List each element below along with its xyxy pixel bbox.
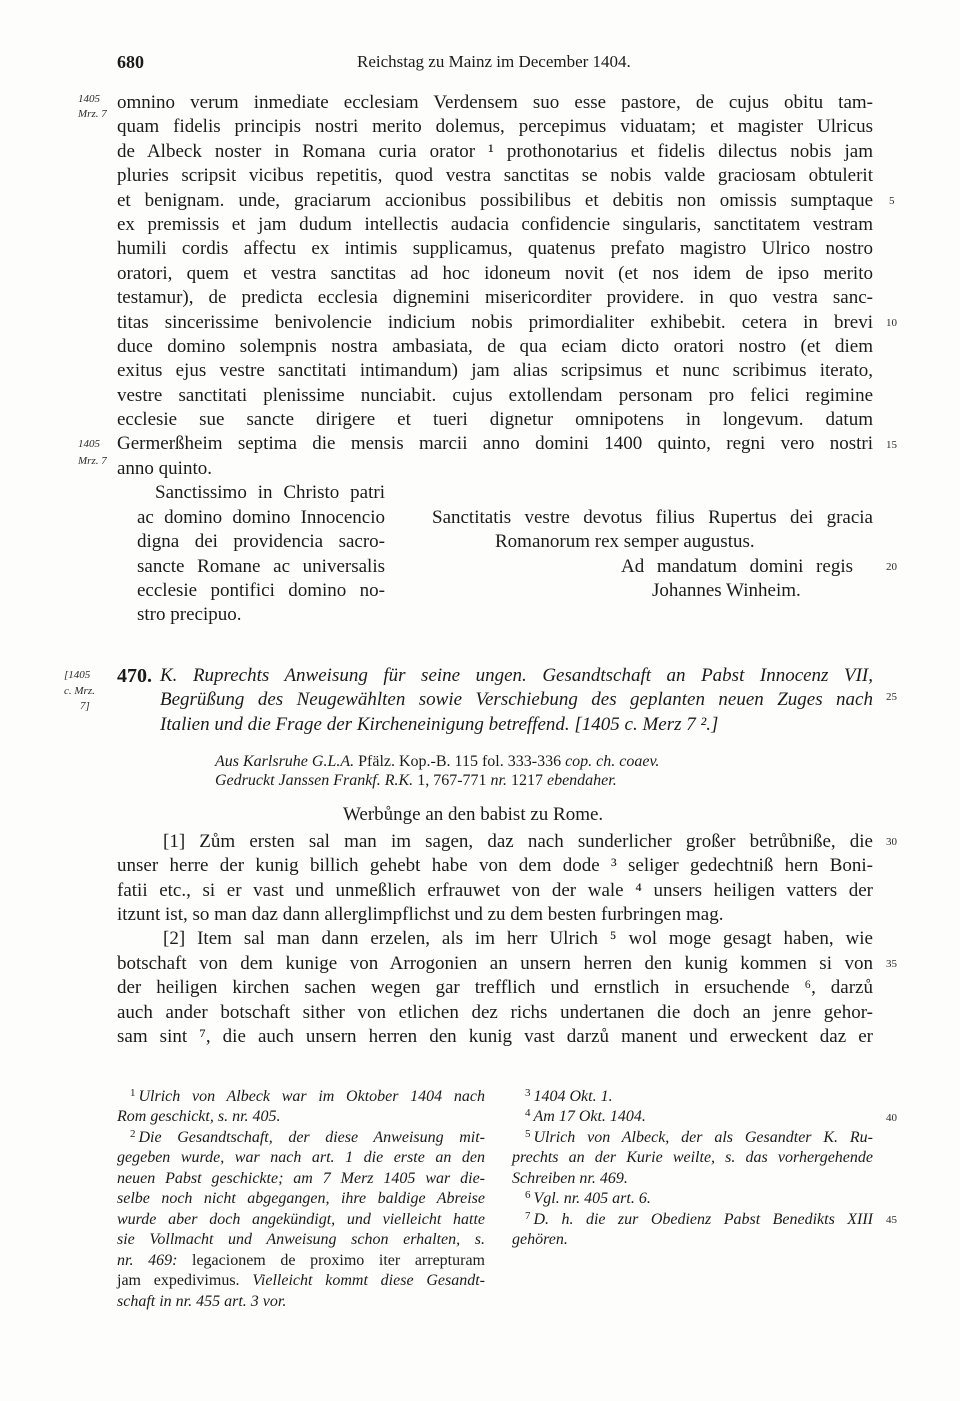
footnote-line — [117, 1271, 485, 1292]
footnote-line: neuen Pabst geschickte; am 7 Merz 1405 war die- — [117, 1169, 485, 1187]
footnote-text: Vgl. nr. 405 art. 6. — [533, 1190, 651, 1208]
footnote-text: Ulrich von Albeck war im Oktober 1404 nach — [138, 1087, 485, 1105]
letter-line: duce domino solempnis nostra ambasiata, de qua eciam dicto oratori nostro (et diem — [117, 335, 873, 357]
document-title — [160, 664, 873, 738]
print-nr: 1217 — [510, 771, 543, 789]
document-number: 470. — [117, 664, 152, 687]
margin-note-date — [78, 92, 107, 122]
signature-line: Sanctitatis vestre devotus filius Rupertus dei gracia — [432, 506, 873, 528]
paragraph-line: [1] Zům ersten sal man im sagen, daz nach sunderlicher großer betrůbniße, die — [163, 830, 873, 852]
line-number: 30 — [886, 836, 897, 848]
letter-line: de Albeck noster in Romana curia orator ¹ prothonotarius et fidelis dilectus nobis jam — [117, 140, 873, 162]
address-block — [137, 481, 385, 627]
letter-line: testamur), de predicta ecclesia dignemini misericorditer providere. in quo vestra sanc- — [117, 287, 873, 309]
manuscript-reference: Pfälz. Kop.-B. 115 fol. 333-336 — [358, 752, 562, 770]
letter-line: exitus ejus vestre sanctitati intimandum) jam alias scripsimus et nunc scribimus iterato, — [117, 360, 873, 382]
footnote-marker: 5 — [525, 1127, 531, 1140]
line-number: 25 — [886, 691, 897, 703]
paragraph-line: auch ander botschaft sither von etlichen dez richs undertanen die doch an jenre gehor- — [117, 1001, 873, 1023]
address-line: ecclesie pontifici domino no- — [137, 579, 385, 601]
footnote-marker: 2 — [130, 1127, 136, 1140]
paragraph-line: fatii etc., si er vast und unmeßlich erfrauwet von der wale ⁴ unsers heiligen vatters der — [117, 879, 873, 901]
margin-note-day: 7] — [80, 700, 90, 712]
source-line — [215, 771, 659, 790]
margin-note-day: Mrz. 7 — [78, 108, 107, 120]
footnotes-right — [512, 1087, 873, 1251]
letter-line: pluries scripsit vicibus repetitis, quod vestra sanctitas se nobis valde graciosam obtulerit — [117, 165, 873, 187]
footnotes-left — [117, 1087, 485, 1313]
letter-line: titas sincerissime benivolencie indicium nobis primordialiter exhibebit. cetera in brevi — [117, 311, 873, 333]
document-title-line: Begrüßung des Neugewählten sowie Verschiebung des geplanten neuen Zuges nach — [160, 689, 873, 711]
footnote-line — [512, 1087, 873, 1108]
footnote-marker: 1 — [130, 1086, 136, 1099]
paragraph-line: der heiligen kirchen sachen wegen gar trefflich und ernstlich in ersuchende ⁶, darzů — [117, 977, 873, 999]
letter-line: humili cordis affectu ex intimis supplicamus, quatenus prefato magistro Ulrico nostro — [117, 238, 873, 260]
footnote-line — [117, 1128, 485, 1149]
footnote-text: nr. 469: — [117, 1251, 178, 1269]
footnote-text: Vielleicht kommt diese Gesandt- — [252, 1272, 486, 1290]
margin-note-year: 1405 — [78, 438, 100, 450]
margin-note-date — [64, 668, 95, 715]
letter-line: anno quinto. — [117, 457, 212, 479]
footnote-line: selbe noch nicht abgegangen, ihre baldige Abreise — [117, 1190, 485, 1208]
footnote-text: 1404 Okt. 1. — [533, 1087, 613, 1105]
margin-note-day: Mrz. 7 — [78, 455, 107, 467]
margin-note-month: c. Mrz. — [64, 684, 95, 697]
footnote-line — [512, 1128, 873, 1149]
paragraph-line: unser herre der kunig billich gehebt habe von dem dode ³ seliger gedechtniß hern Boni- — [117, 855, 873, 877]
source-notes — [215, 752, 659, 790]
line-number: 15 — [886, 438, 897, 451]
footnote-text: D. h. die zur Obedienz Pabst Benedikts XIII — [533, 1210, 873, 1228]
footnote-line: gegeben wurde, war nach art. 1 die erste an den — [117, 1149, 485, 1167]
footnote-line — [512, 1210, 873, 1231]
copy-description: cop. ch. coaev. — [565, 752, 660, 770]
line-number: 20 — [886, 560, 897, 573]
archive-reference: Aus Karlsruhe G.L.A. — [215, 752, 355, 770]
letter-line: quam fidelis principis nostri merito dolemus, percepimus viduatam; et magister Ulricus — [117, 116, 873, 138]
running-title: Reichstag zu Mainz im December 1404. — [357, 52, 631, 71]
footnote-marker: 6 — [525, 1189, 531, 1202]
paragraph-line: sam sint ⁷, die auch unsern herren den kunig vast darzů manent und erweckent daz er — [117, 1025, 873, 1047]
address-line: sancte Romane ac universalis — [137, 555, 385, 577]
letter-line: vestre sanctitati plenissime nunciabit. cujus extollendam personam pro felici regimine — [117, 384, 873, 406]
footnote-text: Ulrich von Albeck, der als Gesandter K. Ru- — [533, 1128, 873, 1146]
footnote-line: schaft in nr. 455 art. 3 vor. — [117, 1292, 287, 1310]
letter-line: et benignam. unde, graciarum accionibus possibilibus et debitis non omissis sumptaque — [117, 189, 873, 211]
address-line: digna dei providencia sacro- — [137, 531, 385, 553]
address-line: stro precipuo. — [137, 604, 242, 626]
print-origin: ebendaher. — [546, 771, 617, 789]
document-title-line: K. Ruprechts Anweisung für seine ungen. Gesandtschaft an Pabst Innocenz VII, — [160, 664, 873, 686]
signature-line: Ad mandatum domini regis — [621, 555, 853, 577]
footnote-marker: 7 — [525, 1209, 531, 1222]
signature-line: Romanorum rex semper augustus. — [495, 531, 755, 553]
footnote-line — [512, 1189, 873, 1210]
footnote-line: Rom geschickt, s. nr. 405. — [117, 1108, 281, 1126]
footnote-quote: legacionem de proximo iter arrepturam — [192, 1251, 485, 1269]
signature-line: Johannes Winheim. — [652, 580, 801, 601]
footnote-quote: jam expedivimus. — [117, 1272, 240, 1290]
footnote-line: Schreiben nr. 469. — [512, 1169, 628, 1187]
footnote-text: Die Gesandtschaft, der diese Anweisung mit- — [138, 1128, 485, 1146]
instruction-text — [117, 830, 873, 1050]
line-number: 35 — [886, 958, 897, 970]
letter-body — [117, 91, 873, 481]
footnote-line — [117, 1251, 485, 1272]
line-number: 40 — [886, 1111, 897, 1124]
address-line: ac domino domino Innocencio — [137, 506, 385, 528]
margin-note-date — [78, 436, 107, 470]
footnote-line: prechts an der Kurie weilte, s. das vorhergehende — [512, 1149, 873, 1167]
footnote-line: sie Vollmacht und Anweisung schon erhalten, s. — [117, 1231, 485, 1249]
source-line — [215, 752, 659, 771]
page-number: 680 — [117, 52, 144, 72]
letter-line: ex premissis et jam dudum intellectis audacia confidencie singularis, sanctitatem vestram — [117, 213, 873, 235]
footnote-text: Am 17 Okt. 1404. — [533, 1108, 646, 1126]
footnote-marker: 4 — [525, 1107, 531, 1120]
letter-line: omnino verum inmediate ecclesiam Verdensem suo esse pastore, de cujus obitu tam- — [117, 92, 873, 113]
print-reference: Gedruckt Janssen Frankf. R.K. — [215, 771, 414, 789]
margin-note-year: [1405 — [64, 669, 91, 681]
footnote-marker: 3 — [525, 1086, 531, 1099]
print-pages: 1, 767-771 — [417, 771, 487, 789]
paragraph-line: [2] Item sal man dann erzelen, als im herr Ulrich ⁵ wol moge gesagt haben, wie — [163, 928, 873, 950]
margin-note-year: 1405 — [78, 93, 100, 105]
print-nr-label: nr. — [490, 771, 507, 789]
document-title-line: Italien und die Frage der Kircheneinigung betreffend. [1405 c. Merz 7 ².] — [160, 714, 719, 736]
letter-line: oratori, quem et vestra sanctitas ad hoc idoneum novit (et nos idem de ipso merito — [117, 262, 873, 284]
letter-line: Germerßheim septima die mensis marcii anno domini 1400 quinto, regni vero nostri — [117, 433, 873, 455]
footnote-line: gehören. — [512, 1231, 568, 1249]
line-number: 5 — [889, 194, 895, 207]
footnote-line: wurde aber doch angekündigt, und vielleicht hatte — [117, 1210, 485, 1228]
letter-line: ecclesie sue sancte dirigere et tueri dignetur omnipotens in longevum. datum — [117, 409, 873, 431]
footnote-line — [512, 1107, 873, 1128]
line-number: 45 — [886, 1214, 897, 1226]
line-number: 10 — [886, 316, 897, 329]
paragraph-line: botschaft von dem kunige von Arrogonien an unsern herren den kunig kommen si von — [117, 952, 873, 974]
footnote-line — [117, 1087, 485, 1108]
address-line: Sanctissimo in Christo patri — [155, 482, 385, 504]
section-heading: Werbůnge an den babist zu Rome. — [343, 804, 604, 825]
paragraph-line: itzunt ist, so man daz dann allerglimpflichst und zu dem besten furbringen mag. — [117, 903, 724, 925]
